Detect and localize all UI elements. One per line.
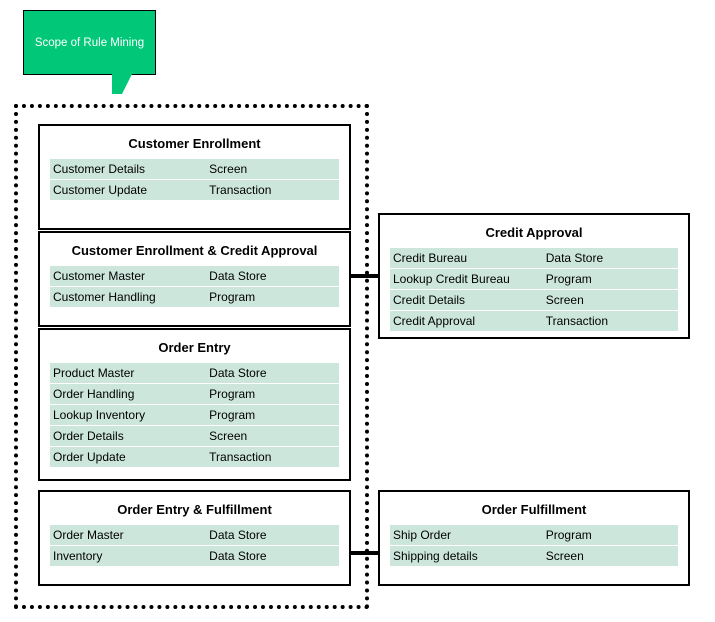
row-name: Credit Approval (393, 314, 476, 328)
table-row (390, 546, 678, 566)
table-row (50, 447, 339, 467)
card-order-fulfillment (378, 490, 690, 586)
card-customer-enrollment (38, 124, 351, 230)
table-row (390, 311, 678, 331)
scope-callout (23, 10, 156, 75)
scope-callout-tail (112, 74, 132, 94)
row-name: Order Update (53, 450, 126, 464)
connector-enrollment-to-credit (351, 274, 380, 278)
row-type: Data Store (209, 366, 267, 380)
table-row (390, 525, 678, 546)
card-order-entry (38, 328, 351, 481)
row-name: Credit Bureau (393, 251, 468, 265)
row-name: Customer Update (53, 183, 148, 197)
connector-order-to-fulfillment (351, 551, 380, 555)
card-rows (390, 525, 678, 566)
row-type: Data Store (209, 528, 267, 542)
card-rows (390, 248, 678, 331)
row-name: Lookup Inventory (53, 408, 146, 422)
table-row (50, 180, 339, 200)
row-name: Credit Details (393, 293, 466, 307)
table-row (50, 159, 339, 180)
table-row (50, 426, 339, 447)
card-rows (50, 525, 339, 566)
card-order-entry-fulfillment (38, 490, 351, 586)
row-name: Inventory (53, 549, 103, 563)
card-customer-enrollment-credit-approval (38, 231, 351, 327)
table-row (50, 363, 339, 384)
row-name: Customer Handling (53, 290, 156, 304)
table-row (50, 384, 339, 405)
row-type: Screen (545, 293, 584, 307)
table-row (50, 525, 339, 546)
row-name: Customer Details (53, 162, 146, 176)
row-name: Lookup Credit Bureau (393, 272, 510, 286)
card-rows (50, 363, 339, 467)
card-title: Customer Enrollment (128, 136, 261, 151)
row-type: Data Store (545, 251, 604, 265)
table-row (50, 266, 339, 287)
card-credit-approval (378, 213, 690, 339)
card-title: Order Entry & Fulfillment (117, 502, 272, 517)
row-type: Data Store (209, 269, 267, 283)
row-name: Order Details (53, 429, 124, 443)
row-type: Transaction (209, 183, 272, 197)
row-type: Transaction (545, 314, 608, 328)
card-title: Credit Approval (485, 225, 583, 240)
table-row (50, 287, 339, 307)
card-rows (50, 266, 339, 307)
card-title: Order Entry (158, 340, 231, 355)
row-name: Product Master (53, 366, 135, 380)
row-type: Screen (209, 429, 248, 443)
card-title: Customer Enrollment & Credit Approval (71, 243, 318, 258)
row-type: Program (209, 290, 256, 304)
row-type: Program (545, 528, 592, 542)
table-row (390, 290, 678, 311)
card-rows (50, 159, 339, 200)
row-type: Program (209, 408, 256, 422)
row-name: Order Master (53, 528, 124, 542)
row-type: Screen (545, 549, 584, 563)
table-row (390, 248, 678, 269)
scope-callout-label: Scope of Rule Mining (34, 36, 145, 49)
row-type: Program (545, 272, 592, 286)
row-name: Customer Master (53, 269, 146, 283)
table-row (50, 405, 339, 426)
row-type: Transaction (209, 450, 272, 464)
table-row (50, 546, 339, 566)
row-name: Order Handling (53, 387, 135, 401)
card-title: Order Fulfillment (481, 502, 587, 517)
row-type: Program (209, 387, 256, 401)
row-name: Ship Order (393, 528, 452, 542)
row-name: Shipping details (393, 549, 478, 563)
row-type: Data Store (209, 549, 267, 563)
table-row (390, 269, 678, 290)
row-type: Screen (209, 162, 248, 176)
